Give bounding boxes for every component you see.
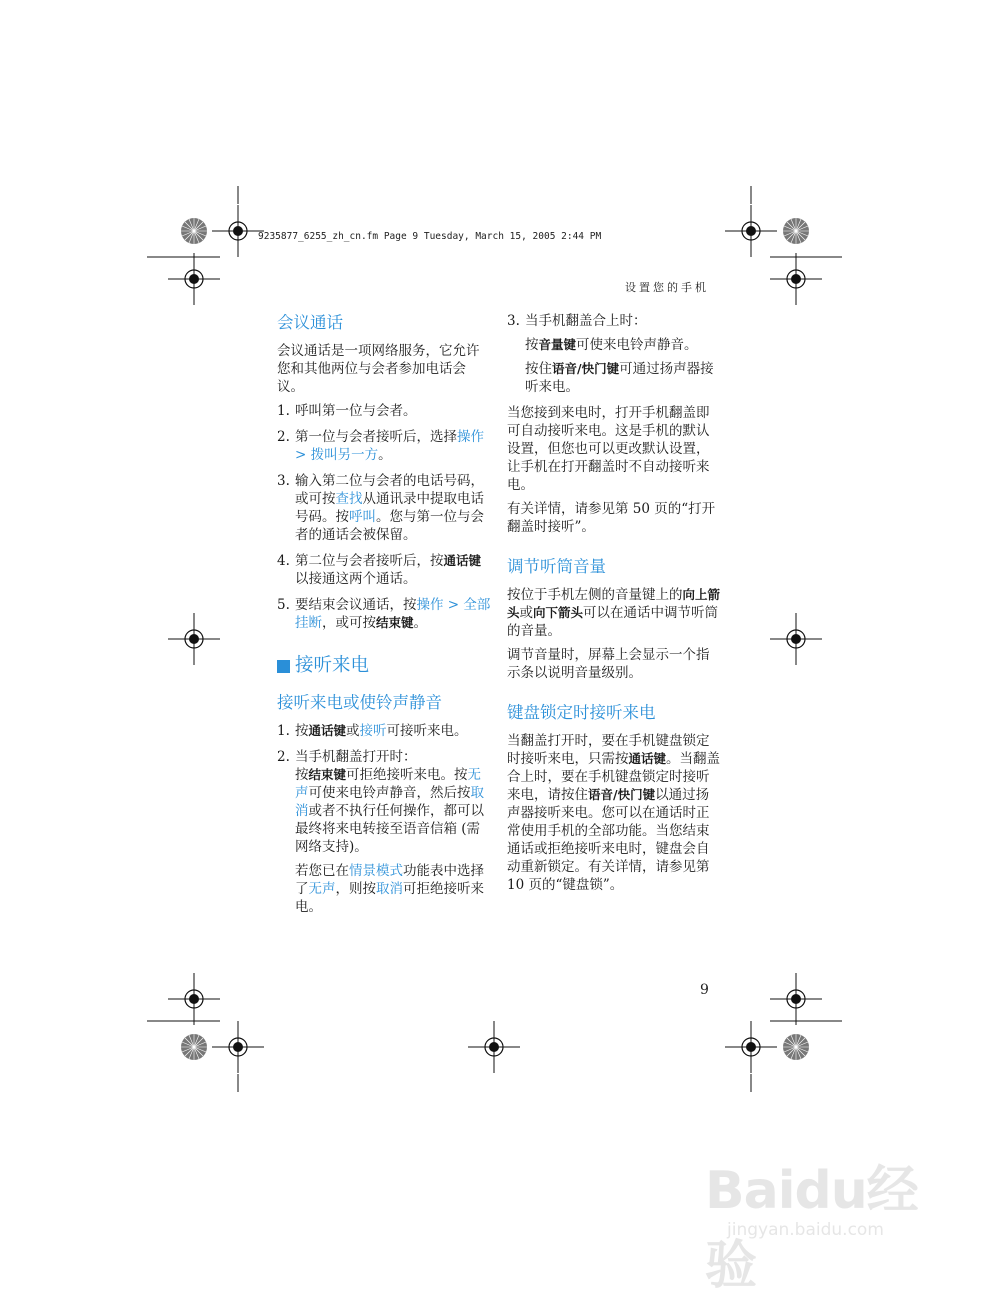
conference-call-title: 会议通话: [277, 313, 343, 332]
menu-link-call: 呼叫: [349, 509, 376, 525]
watermark-url: jingyan.baidu.com: [727, 1220, 884, 1240]
conference-step-2: 2. 第一位与会者接听后，选择操作 > 拨叫另一方。: [277, 429, 484, 463]
conference-step-5: 5. 要结束会议通话，按操作 > 全部挂断，或可按结束键。: [277, 597, 491, 631]
page-number: 9: [700, 982, 709, 998]
answer-step-1: 1. 按通话键或接听可接听来电。: [277, 723, 468, 739]
menu-link-cancel-2: 取消: [376, 881, 403, 897]
call-key-label: 通话键: [443, 553, 482, 568]
keyguard-answer-paragraph: 当翻盖打开时，要在手机键盘锁定时接听来电，只需按通话键。当翻盖合上时，要在手机键盘锁定时接听来电，请按住语音/快门键以通过扬声器接听来电。您可以在通话时正常使用手机的全部功能。当您结束通话或拒绝接听来电时，键盘会自动重新锁定。有关详情，请参见第 10 页的“键盘锁”。: [507, 733, 721, 893]
conference-steps: [277, 402, 492, 632]
step-3-volume-note: 按音量键可使来电铃声静音。: [525, 337, 698, 353]
section-square-icon: [277, 660, 290, 673]
menu-link-new-call: 拨叫另一方: [310, 447, 379, 463]
conference-step-1: 1. 呼叫第一位与会者。: [277, 403, 417, 419]
flip-closed-steps: [507, 312, 722, 396]
answer-step-2: 2. 当手机翻盖打开时： 按结束键可拒绝接听来电。按无声可使来电铃声静音，然后按取消或者不执行任何操作，都可以最终将来电转接至语音信箱 (需网络支持)。 若您已在情景模式功能表中选择了无声，则按取消可拒绝接听来电。: [277, 748, 492, 916]
menu-link-options-2: 操作: [416, 597, 444, 613]
answer-steps: [277, 722, 492, 916]
answer-step-3: 3. 当手机翻盖合上时： 按音量键可使来电铃声静音。 按住语音/快门键可通过扬声器接听来电。: [507, 312, 722, 396]
menu-link-options: 操作: [457, 429, 484, 445]
menu-link-profiles: 情景模式: [349, 863, 403, 879]
see-also-paragraph: 有关详情，请参见第 50 页的“打开翻盖时接听”。: [507, 501, 716, 535]
menu-link-answer: 接听: [359, 723, 387, 739]
conference-step-4: 4. 第二位与会者接听后，按通话键以接通这两个通话。: [277, 553, 482, 587]
answer-or-mute-title: 接听来电或使铃声静音: [277, 693, 442, 712]
answer-step-2-note: 若您已在情景模式功能表中选择了无声，则按取消可拒绝接听来电。: [295, 863, 484, 915]
end-key-label: 结束键: [376, 615, 414, 630]
volume-indicator-paragraph: 调节音量时，屏幕上会显示一个指示条以说明音量级别。: [507, 647, 710, 681]
menu-link-end-all: 全部挂断: [295, 597, 491, 631]
keyguard-answer-title: 键盘锁定时接听来电: [507, 703, 656, 722]
right-column: [507, 312, 722, 900]
running-head: 设置您的手机: [625, 281, 709, 294]
conference-step-3: 3. 输入第二位与会者的电话号码，或可按查找从通讯录中提取电话号码。按呼叫。您与第一位与会者的通话会被保留。: [277, 473, 484, 543]
conference-call-intro: 会议通话是一项网络服务，它允许您和其他两位与会者参加电话会议。: [277, 343, 480, 395]
auto-answer-paragraph: 当您接到来电时，打开手机翻盖即可自动接听来电。这是手机的默认设置，但您也可以更改默认设置，让手机在打开翻盖时不自动接听来电。: [507, 405, 710, 493]
earpiece-volume-title: 调节听筒音量: [507, 557, 606, 576]
answer-calls-section-title: 接听来电: [277, 654, 492, 678]
menu-link-silence: 无声: [295, 767, 482, 801]
watermark-logo: Baidu经验: [705, 1161, 918, 1296]
baidu-watermark: [705, 1148, 935, 1296]
earpiece-volume-paragraph: 按位于手机左侧的音量键上的向上箭头或向下箭头可以在通话中调节听筒的音量。: [507, 587, 721, 639]
menu-link-cancel: 取消: [295, 785, 484, 819]
menu-link-silent: 无声: [308, 881, 336, 897]
file-info-header: 9235877_6255_zh_cn.fm Page 9 Tuesday, March 15, 2005 2:44 PM: [258, 231, 602, 242]
menu-link-search: 查找: [335, 491, 363, 507]
left-column: [277, 312, 492, 924]
step-3-voice-key-note: 按住语音/快门键可通过扬声器接听来电。: [525, 361, 714, 395]
